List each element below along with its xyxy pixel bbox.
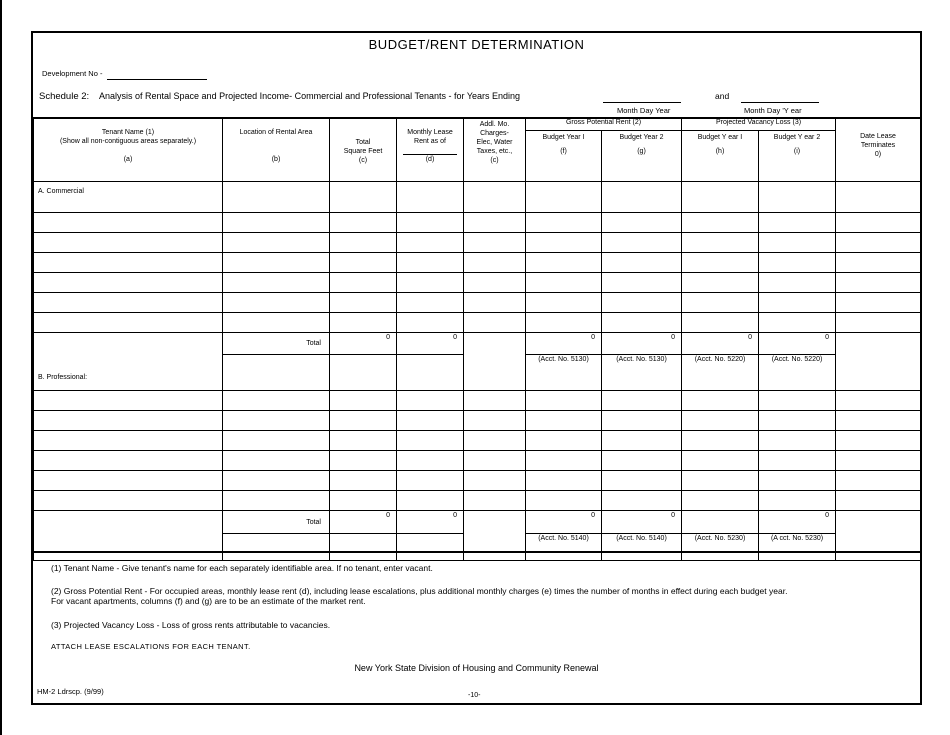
professional-total-sqft: 0 bbox=[330, 511, 397, 534]
table-cell[interactable] bbox=[602, 391, 682, 411]
col-f-title: Budget Year I bbox=[542, 134, 585, 142]
table-cell[interactable] bbox=[464, 391, 526, 411]
col-b-title: Location of Rental Area bbox=[239, 129, 313, 136]
table-cell[interactable] bbox=[464, 233, 526, 253]
col-e-title-2: Charges- bbox=[480, 130, 509, 137]
year-ending-field-2[interactable] bbox=[741, 102, 819, 103]
footnotes bbox=[33, 551, 920, 707]
table-cell[interactable] bbox=[836, 491, 921, 511]
table-cell[interactable] bbox=[526, 313, 602, 333]
table-cell[interactable] bbox=[397, 233, 464, 253]
table-cell[interactable] bbox=[330, 213, 397, 233]
table-cell[interactable] bbox=[223, 471, 330, 491]
table-cell[interactable] bbox=[34, 233, 223, 253]
table-cell[interactable] bbox=[330, 471, 397, 491]
table-cell[interactable] bbox=[602, 471, 682, 491]
table-cell[interactable] bbox=[34, 471, 223, 491]
table-cell[interactable] bbox=[526, 233, 602, 253]
commercial-acct-sqft bbox=[330, 355, 397, 391]
table-cell[interactable] bbox=[464, 491, 526, 511]
table-cell[interactable] bbox=[682, 253, 759, 273]
col-c-header bbox=[330, 118, 397, 182]
table-cell[interactable] bbox=[34, 491, 223, 511]
table-row bbox=[34, 293, 921, 313]
table-cell[interactable] bbox=[836, 451, 921, 471]
table-row bbox=[34, 391, 921, 411]
table-cell[interactable] bbox=[330, 233, 397, 253]
commercial-total-vacancy-year2: 0 bbox=[759, 333, 836, 355]
table-cell[interactable] bbox=[330, 273, 397, 293]
col-g-code: (g) bbox=[637, 148, 646, 156]
and-label: and bbox=[715, 91, 730, 101]
commercial-total-addl-charges bbox=[464, 333, 526, 391]
table-cell[interactable] bbox=[526, 253, 602, 273]
commercial-acct-gpr-year1: (Acct. No. 5130) bbox=[526, 355, 602, 391]
table-cell[interactable] bbox=[836, 293, 921, 313]
table-cell[interactable] bbox=[397, 313, 464, 333]
commercial-total-gpr-year2: 0 bbox=[602, 333, 682, 355]
col-j-title-1: Date Lease bbox=[860, 133, 896, 140]
table-cell[interactable] bbox=[464, 182, 526, 213]
table-cell[interactable] bbox=[223, 313, 330, 333]
table-cell[interactable] bbox=[464, 411, 526, 431]
col-e-title-4: Taxes, etc., bbox=[476, 148, 513, 155]
table-cell[interactable] bbox=[330, 293, 397, 313]
col-a-subtitle: (Show all non-contiguous areas separately.) bbox=[59, 138, 197, 145]
col-c-code: (c) bbox=[358, 157, 368, 164]
col-d-title-2: Rent as of bbox=[414, 138, 446, 145]
commercial-total-date-terminates bbox=[836, 333, 921, 391]
table-cell[interactable] bbox=[223, 391, 330, 411]
col-a-title: Tenant Name (1) bbox=[101, 129, 155, 136]
form-frame bbox=[31, 31, 922, 705]
col-f-code: (f) bbox=[560, 148, 567, 156]
col-g-header bbox=[602, 131, 682, 182]
col-j-header bbox=[836, 118, 921, 182]
page-edge-line bbox=[0, 0, 2, 735]
table-cell[interactable] bbox=[836, 213, 921, 233]
table-cell[interactable] bbox=[836, 182, 921, 213]
commercial-acct-location bbox=[223, 355, 330, 391]
table-cell[interactable] bbox=[34, 253, 223, 273]
table-cell[interactable] bbox=[223, 491, 330, 511]
professional-section-label: B. Professional: bbox=[34, 333, 223, 391]
table-cell[interactable] bbox=[836, 391, 921, 411]
table-cell[interactable] bbox=[464, 273, 526, 293]
table-cell[interactable] bbox=[223, 233, 330, 253]
table-row bbox=[34, 451, 921, 471]
col-b-code: (b) bbox=[271, 156, 281, 163]
table-cell[interactable] bbox=[526, 213, 602, 233]
professional-total-vacancy-year1 bbox=[682, 511, 759, 534]
table-row bbox=[34, 431, 921, 451]
table-cell[interactable] bbox=[34, 411, 223, 431]
table-cell[interactable] bbox=[682, 411, 759, 431]
table-cell[interactable] bbox=[526, 273, 602, 293]
table-cell[interactable] bbox=[330, 491, 397, 511]
table-cell[interactable] bbox=[682, 431, 759, 451]
table-cell[interactable] bbox=[526, 471, 602, 491]
table-cell[interactable] bbox=[602, 451, 682, 471]
development-number-field[interactable] bbox=[107, 79, 207, 80]
table-cell[interactable] bbox=[682, 391, 759, 411]
table-cell[interactable] bbox=[34, 213, 223, 233]
col-a-code: (a) bbox=[123, 156, 133, 163]
table-cell[interactable] bbox=[330, 313, 397, 333]
note-gross-potential-rent-2: For vacant apartments, columns (f) and (g) are to be an estimate of the market rent. bbox=[51, 596, 366, 606]
schedule-label: Schedule 2: bbox=[39, 91, 90, 102]
page-number: -10- bbox=[468, 692, 481, 699]
table-cell[interactable] bbox=[34, 313, 223, 333]
form-id: HM-2 Ldrscp. (9/99) bbox=[37, 687, 104, 696]
commercial-total-monthly-rent: 0 bbox=[397, 333, 464, 355]
col-d-title-1: Monthly Lease bbox=[407, 129, 453, 136]
table-cell[interactable] bbox=[759, 213, 836, 233]
table-cell[interactable] bbox=[836, 471, 921, 491]
table-cell[interactable] bbox=[836, 233, 921, 253]
professional-acct-vacancy-year1: (Acct. No. 5230) bbox=[682, 534, 759, 561]
table-cell[interactable] bbox=[464, 451, 526, 471]
form-title: BUDGET/RENT DETERMINATION bbox=[368, 37, 585, 52]
table-cell[interactable] bbox=[34, 273, 223, 293]
professional-acct-gpr-year1: (Acct. No. 5140) bbox=[526, 534, 602, 561]
commercial-acct-gpr-year2: (Acct. No. 5130) bbox=[602, 355, 682, 391]
header-group-row bbox=[34, 118, 921, 131]
col-h-code: (h) bbox=[715, 148, 725, 156]
table-row bbox=[34, 411, 921, 431]
note-gross-potential-rent-1: (2) Gross Potential Rent - For occupied areas, monthly lease rent (d), including lease escalations, plus additional monthly charges (e) times the number of months in effect during each budget year. bbox=[51, 586, 788, 596]
table-cell[interactable] bbox=[836, 253, 921, 273]
table-cell[interactable] bbox=[397, 253, 464, 273]
table-row bbox=[34, 253, 921, 273]
table-cell[interactable] bbox=[836, 431, 921, 451]
table-row bbox=[34, 213, 921, 233]
table-cell[interactable] bbox=[397, 213, 464, 233]
rental-space-table bbox=[33, 117, 921, 561]
table-cell[interactable] bbox=[330, 182, 397, 213]
table-cell[interactable] bbox=[397, 411, 464, 431]
professional-total-label: Total bbox=[223, 511, 330, 534]
table-cell[interactable] bbox=[602, 491, 682, 511]
table-cell[interactable] bbox=[526, 431, 602, 451]
commercial-acct-vacancy-year1: (Acct. No. 5220) bbox=[682, 355, 759, 391]
table-row bbox=[34, 273, 921, 293]
table-cell[interactable] bbox=[526, 182, 602, 213]
table-cell[interactable] bbox=[526, 491, 602, 511]
table-cell[interactable] bbox=[223, 411, 330, 431]
note-tenant-name: (1) Tenant Name - Give tenant's name for each separately identifiable area. If no tenant, enter vacant. bbox=[51, 563, 433, 573]
commercial-acct-monthly-rent bbox=[397, 355, 464, 391]
table-cell[interactable] bbox=[836, 313, 921, 333]
month-day-year-label-1: Month Day Year bbox=[617, 106, 671, 115]
professional-total-vacancy-year2: 0 bbox=[759, 511, 836, 534]
table-cell[interactable] bbox=[602, 253, 682, 273]
table-cell[interactable] bbox=[759, 313, 836, 333]
table-row bbox=[34, 182, 921, 213]
table-cell[interactable] bbox=[223, 253, 330, 273]
note-vacancy-loss: (3) Projected Vacancy Loss - Loss of gross rents attributable to vacancies. bbox=[51, 620, 331, 630]
col-i-title: Budget Y ear 2 bbox=[773, 134, 821, 142]
table-cell[interactable] bbox=[682, 213, 759, 233]
table-cell[interactable] bbox=[526, 411, 602, 431]
development-label: Development No - bbox=[42, 69, 103, 78]
attach-escalations-notice: ATTACH LEASE ESCALATIONS FOR EACH TENANT. bbox=[51, 642, 251, 651]
col-a-header bbox=[34, 118, 223, 182]
table-cell[interactable] bbox=[682, 293, 759, 313]
table-cell[interactable] bbox=[682, 313, 759, 333]
table-cell[interactable] bbox=[464, 253, 526, 273]
col-d-header bbox=[397, 118, 464, 182]
table-cell[interactable] bbox=[464, 293, 526, 313]
table-cell[interactable] bbox=[602, 233, 682, 253]
table-cell[interactable] bbox=[526, 293, 602, 313]
table-cell[interactable] bbox=[602, 213, 682, 233]
col-c-title-2: Square Feet bbox=[343, 148, 383, 155]
table-cell[interactable] bbox=[759, 273, 836, 293]
table-cell[interactable] bbox=[602, 182, 682, 213]
commercial-total-row bbox=[34, 333, 921, 355]
table-cell[interactable] bbox=[330, 253, 397, 273]
year-ending-field-1[interactable] bbox=[603, 102, 681, 103]
table-cell[interactable] bbox=[759, 451, 836, 471]
table-cell[interactable] bbox=[397, 293, 464, 313]
table-cell[interactable] bbox=[602, 431, 682, 451]
table-cell[interactable] bbox=[397, 471, 464, 491]
projected-vacancy-loss-group: Projected Vacancy Loss (3) bbox=[682, 118, 836, 131]
table-cell[interactable] bbox=[397, 273, 464, 293]
table-cell[interactable] bbox=[682, 471, 759, 491]
col-b-header bbox=[223, 118, 330, 182]
table-cell[interactable] bbox=[602, 293, 682, 313]
table-cell[interactable] bbox=[759, 491, 836, 511]
table-cell[interactable] bbox=[397, 391, 464, 411]
table-row bbox=[34, 313, 921, 333]
table-cell[interactable] bbox=[397, 451, 464, 471]
gross-potential-rent-group: Gross Potential Rent (2) bbox=[526, 118, 682, 131]
commercial-total-vacancy-year1: 0 bbox=[682, 333, 759, 355]
schedule-text: Analysis of Rental Space and Projected Income- Commercial and Professional Tenants - for Years Ending bbox=[99, 91, 521, 101]
table-cell[interactable] bbox=[397, 491, 464, 511]
table-cell[interactable] bbox=[464, 471, 526, 491]
col-f-header bbox=[526, 131, 602, 182]
table-cell[interactable] bbox=[526, 451, 602, 471]
col-j-code: 0) bbox=[874, 151, 882, 158]
table-cell[interactable] bbox=[836, 411, 921, 431]
col-e-title-1: Addl. Mo. bbox=[479, 121, 510, 128]
table-cell[interactable] bbox=[759, 391, 836, 411]
commercial-section-label: A. Commercial bbox=[34, 182, 223, 213]
col-e-code: (c) bbox=[490, 157, 499, 164]
table-cell[interactable] bbox=[223, 182, 330, 213]
table-cell[interactable] bbox=[602, 313, 682, 333]
table-cell[interactable] bbox=[759, 182, 836, 213]
table-cell[interactable] bbox=[397, 431, 464, 451]
table-cell[interactable] bbox=[34, 431, 223, 451]
table-cell[interactable] bbox=[682, 451, 759, 471]
agency-name: New York State Division of Housing and Community Renewal bbox=[354, 663, 599, 673]
professional-total-monthly-rent: 0 bbox=[397, 511, 464, 534]
table-cell[interactable] bbox=[759, 293, 836, 313]
table-cell[interactable] bbox=[759, 411, 836, 431]
table-cell[interactable] bbox=[330, 411, 397, 431]
col-d-code: (d) bbox=[403, 154, 457, 164]
professional-acct-vacancy-year2: (A cct. No. 5230) bbox=[759, 534, 836, 561]
table-cell[interactable] bbox=[397, 182, 464, 213]
col-h-title: Budget Y ear I bbox=[697, 134, 743, 142]
table-cell[interactable] bbox=[330, 391, 397, 411]
table-cell[interactable] bbox=[223, 293, 330, 313]
table-cell[interactable] bbox=[759, 471, 836, 491]
table-cell[interactable] bbox=[330, 451, 397, 471]
table-cell[interactable] bbox=[682, 233, 759, 253]
table-cell[interactable] bbox=[759, 253, 836, 273]
table-cell[interactable] bbox=[34, 451, 223, 471]
table-row bbox=[34, 471, 921, 491]
table-cell[interactable] bbox=[526, 391, 602, 411]
professional-total-gpr-year2: 0 bbox=[602, 511, 682, 534]
table-row bbox=[34, 233, 921, 253]
col-g-title: Budget Year 2 bbox=[619, 134, 664, 142]
table-cell[interactable] bbox=[464, 313, 526, 333]
table-cell[interactable] bbox=[464, 431, 526, 451]
table-cell[interactable] bbox=[223, 213, 330, 233]
table-cell[interactable] bbox=[759, 431, 836, 451]
col-i-code: (i) bbox=[793, 148, 801, 156]
professional-total-gpr-year1: 0 bbox=[526, 511, 602, 534]
table-cell[interactable] bbox=[464, 213, 526, 233]
table-cell[interactable] bbox=[682, 182, 759, 213]
month-day-year-label-2: Month Day 'Y ear bbox=[744, 106, 802, 115]
table-cell[interactable] bbox=[836, 273, 921, 293]
table-row bbox=[34, 491, 921, 511]
table-cell[interactable] bbox=[682, 491, 759, 511]
table-cell[interactable] bbox=[223, 273, 330, 293]
table-cell[interactable] bbox=[330, 431, 397, 451]
col-c-title-1: Total bbox=[355, 139, 371, 146]
table-cell[interactable] bbox=[682, 273, 759, 293]
table-cell[interactable] bbox=[34, 391, 223, 411]
form-header bbox=[33, 33, 920, 119]
table-cell[interactable] bbox=[223, 431, 330, 451]
table-cell[interactable] bbox=[602, 411, 682, 431]
professional-total-row bbox=[34, 511, 921, 534]
col-e-header bbox=[464, 118, 526, 182]
commercial-total-sqft: 0 bbox=[330, 333, 397, 355]
table-cell[interactable] bbox=[602, 273, 682, 293]
professional-acct-gpr-year2: (Acct. No. 5140) bbox=[602, 534, 682, 561]
col-i-header bbox=[759, 131, 836, 182]
table-cell[interactable] bbox=[759, 233, 836, 253]
commercial-acct-vacancy-year2: (Acct. No. 5220) bbox=[759, 355, 836, 391]
commercial-total-label: Total bbox=[223, 333, 330, 355]
col-j-title-2: Terminates bbox=[860, 142, 896, 149]
table-cell[interactable] bbox=[34, 293, 223, 313]
col-h-header bbox=[682, 131, 759, 182]
col-e-title-3: Elec, Water bbox=[476, 139, 513, 146]
table-cell[interactable] bbox=[223, 451, 330, 471]
commercial-total-gpr-year1: 0 bbox=[526, 333, 602, 355]
